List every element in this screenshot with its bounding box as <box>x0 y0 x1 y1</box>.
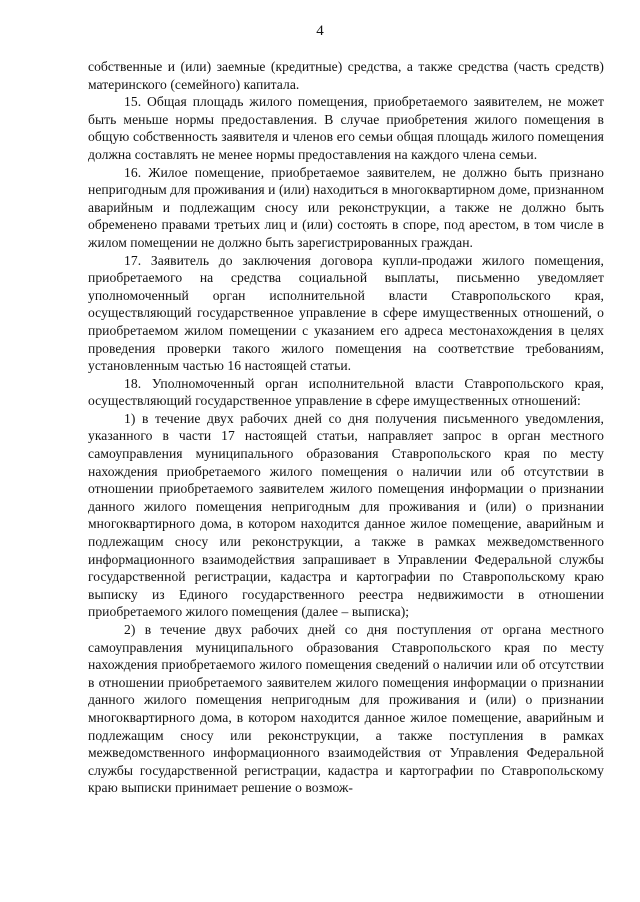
paragraph-item-18: 18. Уполномоченный орган исполнительной власти Ставропольского края, осуществляющий государственное управление в сфере имущественных отношений: <box>88 375 604 409</box>
page-number: 4 <box>316 23 324 39</box>
paragraph-item-17: 17. Заявитель до заключения договора купли-продажи жилого помещения, приобретаемого на средства социальной выплаты, письменно уведомляет уполномоченный орган исполнительной власти Ставропольского края, осуществляющий государственное управление в сфере имущественных отношений, о приобретаемом жилом помещении с указанием его адреса местонахождения в целях проведения проверки такого жилого помещения на соответствие требованиям, установленным частью 16 настоящей статьи. <box>88 252 604 374</box>
paragraph-continuation: собственные и (или) заемные (кредитные) средства, а также средства (часть средств) материнского (семейного) капитала. <box>88 59 604 92</box>
paragraph-subitem-2: 2) в течение двух рабочих дней со дня поступления от органа местного самоуправления муниципального образования Ставропольского края по месту нахождения приобретаемого жилого помещения сведений о наличии или об отсутствии в отношении приобретаемого заявителем жилого помещения информации о признании данного жилого помещения непригодным для проживания и (или) о признании многоквартирного дома, в котором находится данное жилое помещение, аварийным и подлежащим сносу или реконструкции, а также поступления в рамках межведомственного информационного взаимодействия от Управления Федеральной службы государственной регистрации, кадастра и картографии по Ставропольскому краю выписки принимает решение о возмож- <box>88 622 604 796</box>
paragraph-subitem-1: 1) в течение двух рабочих дней со дня получения письменного уведомления, указанного в части 17 настоящей статьи, направляет запрос в орган местного самоуправления муниципального образования Ставропольского края по месту нахождения приобретаемого жилого помещения о наличии или об отсутствии в отношении приобретаемого заявителем жилого помещения информации о признании данного жилого помещения непригодным для проживания и (или) о признании многоквартирного дома, в котором находится данное жилое помещение, аварийным и подлежащим сносу или реконструкции, а также в рамках межведомственного информационного взаимодействия запрашивает в Управлении Федеральной службы государственной регистрации, кадастра и картографии по Ставропольскому краю выписку из Единого государственного реестра недвижимости в отношении приобретаемого жилого помещения (далее – выписка); <box>88 410 604 620</box>
paragraph-item-16: 16. Жилое помещение, приобретаемое заявителем, не должно быть признано непригодным для проживания и (или) находиться в многоквартирном доме, признанном аварийным и подлежащим сносу или реконструкции, а также не должно быть обременено правами третьих лиц и (или) состоять в споре, под арестом, в том числе в жилом помещении не должно быть зарегистрированных граждан. <box>88 164 604 250</box>
document-body <box>88 58 604 797</box>
paragraph-item-15: 15. Общая площадь жилого помещения, приобретаемого заявителем, не может быть меньше нормы предоставления. В случае приобретения жилого помещения в общую собственность заявителя и членов его семьи общая площадь жилого помещения должна составлять не менее нормы предоставления на каждого члена семьи. <box>88 94 604 162</box>
